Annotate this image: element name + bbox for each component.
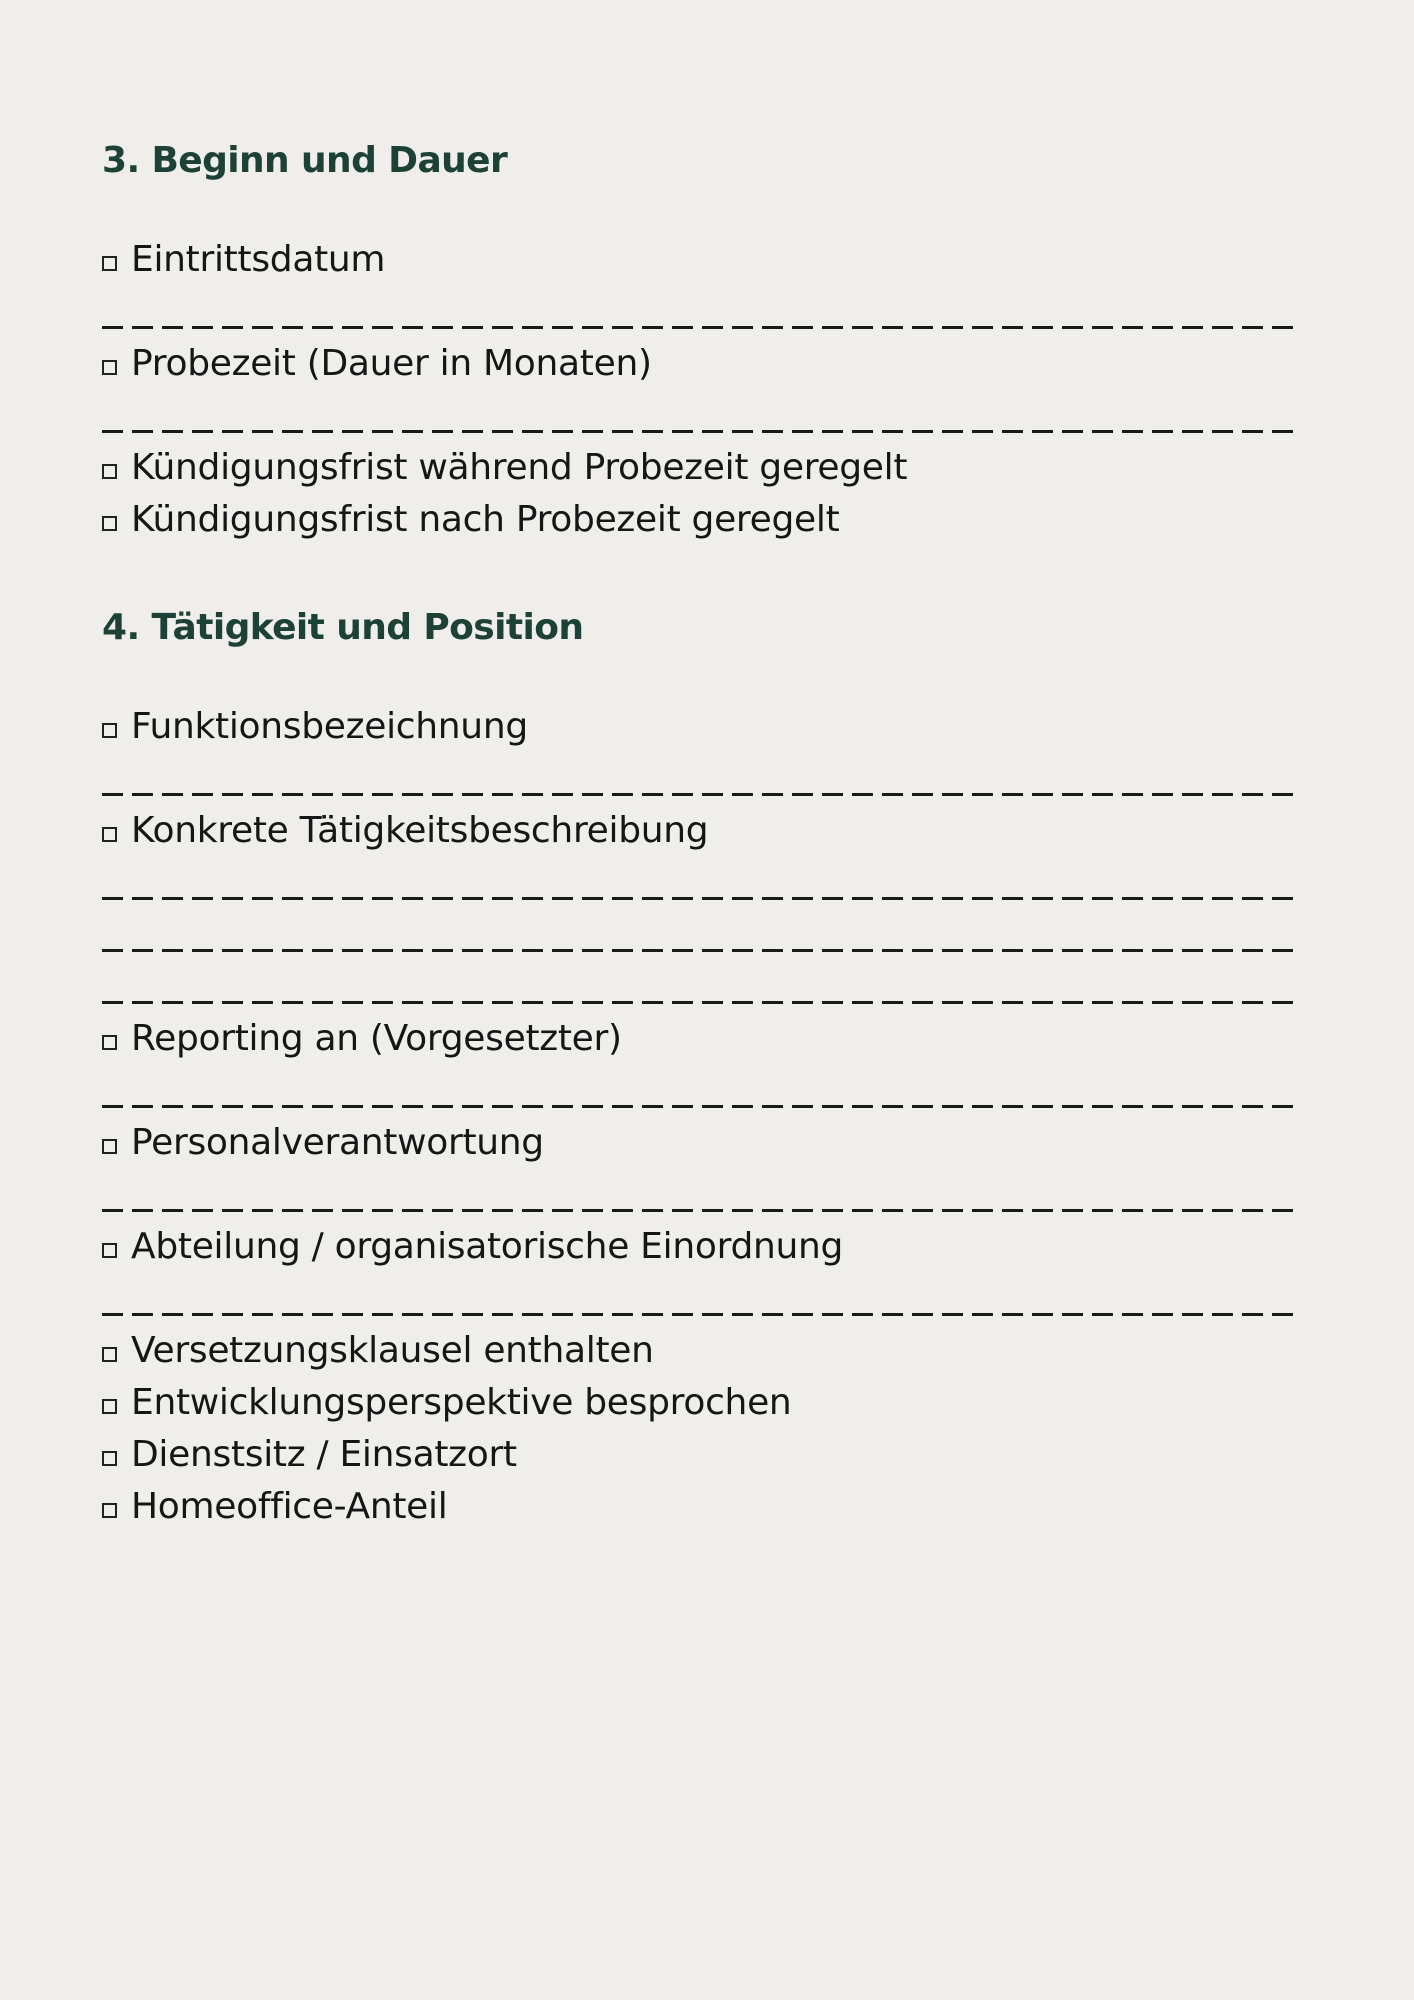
checklist-item-label: Dienstsitz / Einsatzort <box>131 1434 517 1475</box>
fill-in-line[interactable] <box>102 390 1296 442</box>
checklist-item-abteilung[interactable] <box>102 1221 1296 1273</box>
checklist-item-label: Konkrete Tätigkeitsbeschreibung <box>131 810 709 851</box>
checklist-item-label: Entwicklungsperspektive besprochen <box>131 1382 792 1423</box>
checklist-item-homeoffice[interactable] <box>102 1481 1296 1533</box>
checklist-item-reporting[interactable] <box>102 1013 1296 1065</box>
checklist-item-label: Kündigungsfrist nach Probezeit geregelt <box>131 499 840 540</box>
checkbox[interactable] <box>102 1139 117 1154</box>
checklist-item-personalverantwortung[interactable] <box>102 1117 1296 1169</box>
checklist-item-dienstsitz[interactable] <box>102 1429 1296 1481</box>
checkbox[interactable] <box>102 516 117 531</box>
checklist-item-kuendigungsfrist-probezeit[interactable] <box>102 442 1296 494</box>
checklist-item-label: Versetzungsklausel enthalten <box>131 1330 654 1371</box>
fill-in-line[interactable] <box>102 1273 1296 1325</box>
checklist-item-label: Funktionsbezeichnung <box>131 706 528 747</box>
checkbox[interactable] <box>102 1399 117 1414</box>
checklist-item-taetigkeitsbeschreibung[interactable] <box>102 805 1296 857</box>
checkbox[interactable] <box>102 1451 117 1466</box>
checkbox[interactable] <box>102 1347 117 1362</box>
checkbox[interactable] <box>102 1243 117 1258</box>
checklist-item-probezeit[interactable] <box>102 338 1296 390</box>
fill-in-line[interactable] <box>102 1065 1296 1117</box>
checklist-item-label: Personalverantwortung <box>131 1122 544 1163</box>
checkbox[interactable] <box>102 827 117 842</box>
section-heading-taetigkeit-position: 4. Tätigkeit und Position <box>102 607 584 648</box>
checklist-item-label: Homeoffice-Anteil <box>131 1486 448 1527</box>
checklist-item-label: Abteilung / organisatorische Einordnung <box>131 1226 844 1267</box>
checkbox[interactable] <box>102 360 117 375</box>
fill-in-line[interactable] <box>102 286 1296 338</box>
checkbox[interactable] <box>102 723 117 738</box>
checklist-item-label: Kündigungsfrist während Probezeit geregelt <box>131 447 908 488</box>
fill-in-line[interactable] <box>102 961 1296 1013</box>
checklist-item-eintrittsdatum[interactable] <box>102 234 1296 286</box>
section-heading-beginn-dauer: 3. Beginn und Dauer <box>102 140 508 181</box>
checkbox[interactable] <box>102 464 117 479</box>
checklist-item-versetzungsklausel[interactable] <box>102 1325 1296 1377</box>
fill-in-line[interactable] <box>102 1169 1296 1221</box>
fill-in-line[interactable] <box>102 857 1296 909</box>
checklist-item-kuendigungsfrist-nach-probezeit[interactable] <box>102 494 1296 546</box>
checklist-item-label: Probezeit (Dauer in Monaten) <box>131 343 652 384</box>
checklist-item-funktionsbezeichnung[interactable] <box>102 701 1296 753</box>
checkbox[interactable] <box>102 1503 117 1518</box>
checklist-item-label: Reporting an (Vorgesetzter) <box>131 1018 622 1059</box>
checklist-item-entwicklungsperspektive[interactable] <box>102 1377 1296 1429</box>
fill-in-line[interactable] <box>102 753 1296 805</box>
checkbox[interactable] <box>102 1035 117 1050</box>
checkbox[interactable] <box>102 256 117 271</box>
fill-in-line[interactable] <box>102 909 1296 961</box>
checklist-item-label: Eintrittsdatum <box>131 239 386 280</box>
